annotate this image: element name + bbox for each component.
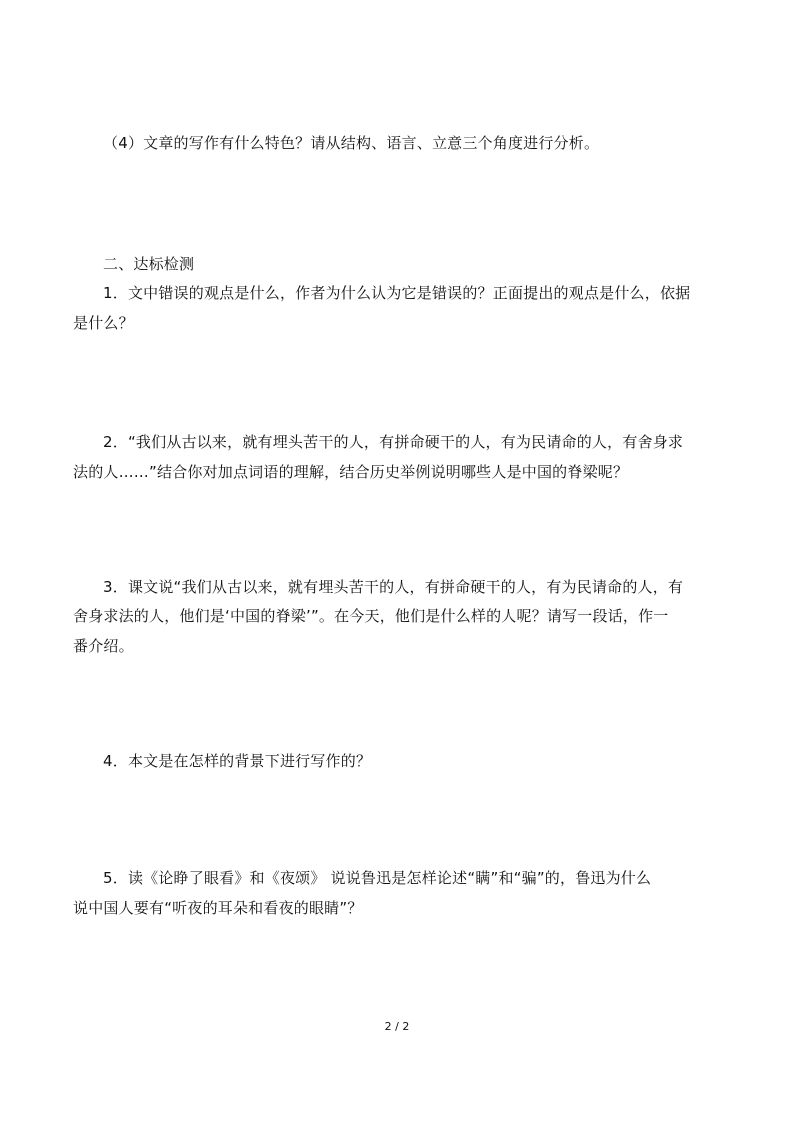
question-3-line-2: 舍身求法的人，他们是‘中国的脊梁’”。在今天，他们是什么样的人呢？请写一段话，作一 [73, 607, 669, 625]
question-2-line-1: 2．“我们从古以来，就有埋头苦干的人，有拼命硬干的人，有为民请命的人，有舍身求 [103, 433, 684, 451]
question-5-line-1: 5．读《论睁了眼看》和《夜颂》 说说鲁迅是怎样论述“瞒”和“骗”的，鲁迅为什么 [103, 869, 652, 887]
question-1-line-1: 1．文中错误的观点是什么，作者为什么认为它是错误的？正面提出的观点是什么，依据 [103, 284, 691, 302]
question-3-line-1: 3．课文说“我们从古以来，就有埋头苦干的人，有拼命硬干的人，有为民请命的人，有 [103, 578, 684, 596]
question-4-line-1: 4．本文是在怎样的背景下进行写作的？ [103, 752, 372, 770]
question-1-line-2: 是什么？ [73, 314, 134, 332]
page-number: 2 / 2 [384, 1020, 410, 1033]
question-2-line-2: 法的人……”结合你对加点词语的理解，结合历史举例说明哪些人是中国的脊梁呢？ [73, 463, 629, 481]
section-heading: 二、达标检测 [103, 255, 195, 273]
question-4-analysis: （4）文章的写作有什么特色？请从结构、语言、立意三个角度进行分析。 [103, 134, 600, 152]
question-5-line-2: 说中国人要有“听夜的耳朵和看夜的眼睛”？ [73, 899, 363, 917]
question-3-line-3: 番介绍。 [73, 637, 134, 655]
